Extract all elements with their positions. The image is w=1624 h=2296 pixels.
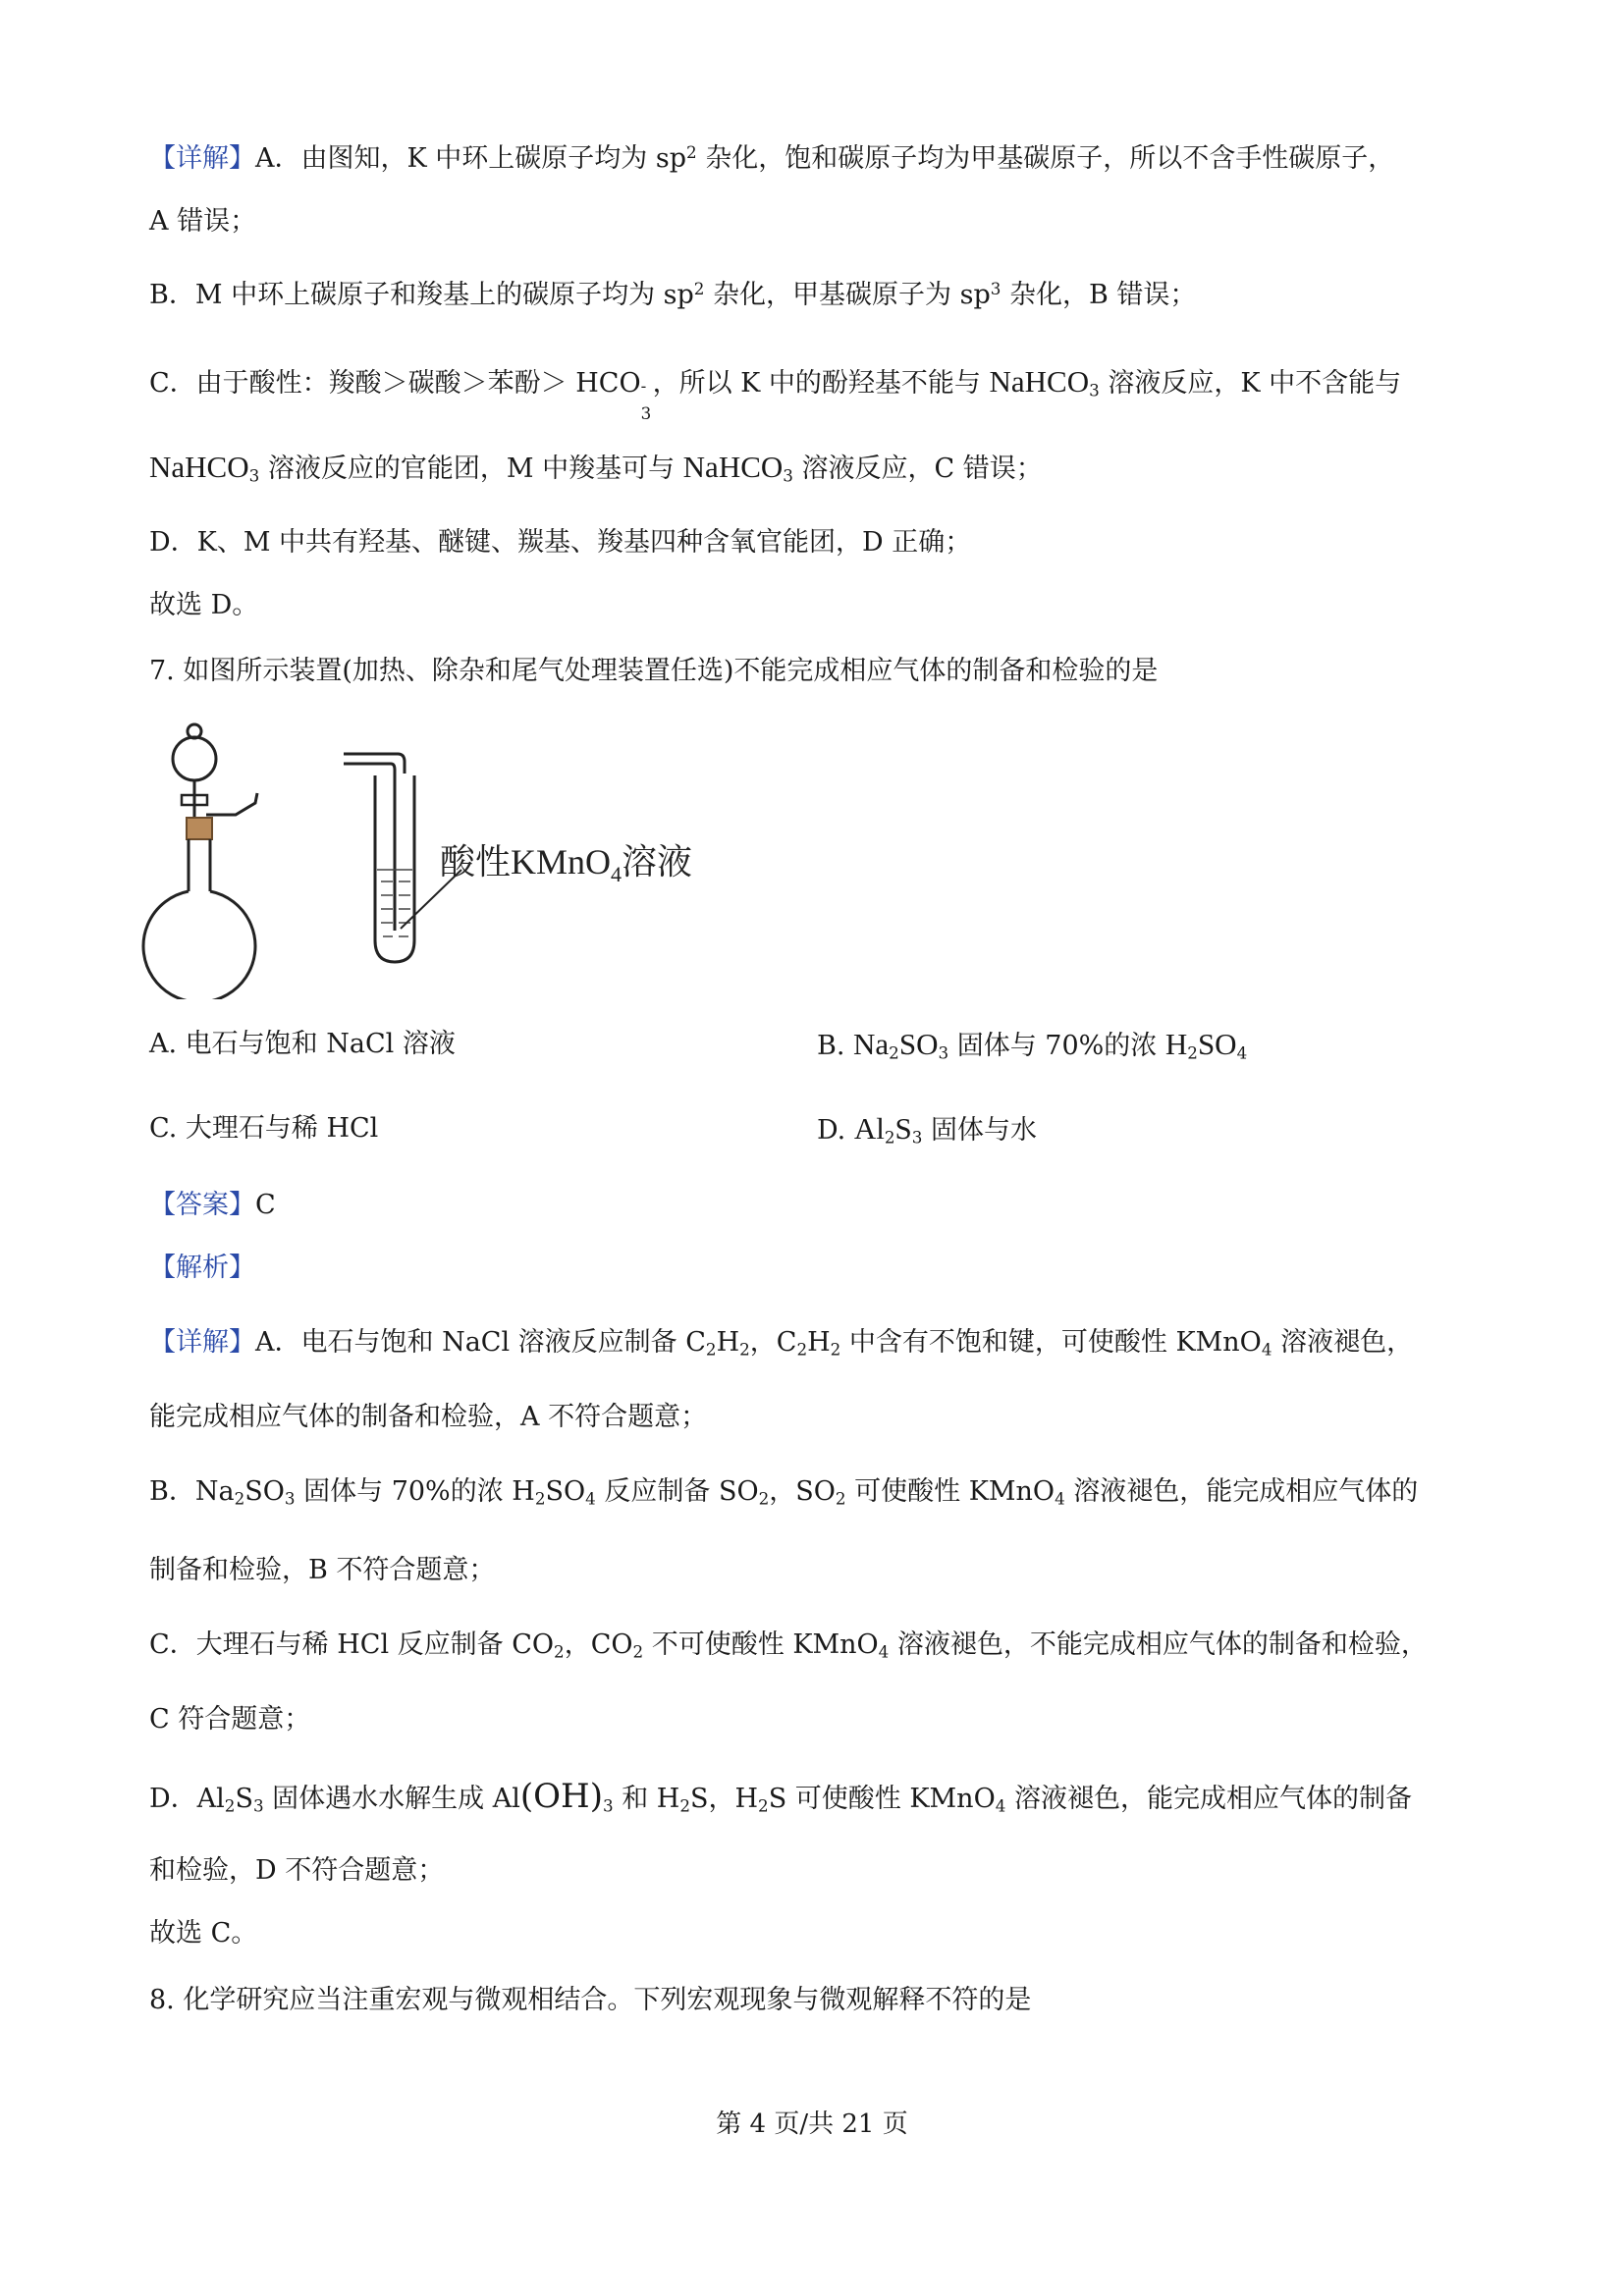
text: 固体与水 bbox=[922, 1115, 1038, 1146]
subscript: 2 bbox=[884, 1127, 895, 1148]
q6-detail-a-line2: A 错误； bbox=[149, 206, 257, 237]
subscript: 2 bbox=[224, 1795, 236, 1816]
detail-tag: 【详解】 bbox=[149, 143, 255, 174]
superscript: 2 bbox=[693, 278, 705, 298]
chem-formula: SO bbox=[1197, 1027, 1237, 1061]
subscript: 2 bbox=[705, 1339, 717, 1360]
q6-detail-c-line1: C．由于酸性：羧酸＞碳酸＞苯酚＞ HCO - 3 ，所以 K 中的酚羟基不能与 NaHCO$_3$ 溶液反应，K 中不含能与 bbox=[149, 364, 1402, 423]
text: ，SO bbox=[769, 1476, 836, 1507]
subscript: 3 bbox=[602, 1795, 614, 1816]
text: 和 H bbox=[613, 1784, 680, 1814]
subscript: 3 bbox=[248, 465, 260, 486]
q7-option-b bbox=[817, 1025, 1247, 1066]
q7-conclusion: 故选 C。 bbox=[149, 1918, 258, 1949]
subscript: 2 bbox=[796, 1339, 808, 1360]
superscript: 3 bbox=[990, 278, 1001, 298]
text: C．由于酸性：羧酸＞碳酸＞苯酚＞ HCO bbox=[149, 368, 641, 399]
subscript: 4 bbox=[585, 1488, 596, 1509]
funnel-bulb bbox=[173, 737, 216, 780]
figure-label: 酸性KMnO$_4$溶液 bbox=[440, 842, 693, 886]
page-footer: 第 4 页/共 21 页 bbox=[716, 2109, 908, 2139]
text: 反应制备 SO bbox=[595, 1476, 759, 1507]
superscript: 2 bbox=[685, 141, 697, 162]
rubber-stopper bbox=[187, 818, 212, 839]
subscript: 2 bbox=[758, 1488, 770, 1509]
subscript: 2 bbox=[679, 1795, 690, 1816]
text: A．电石与饱和 NaCl 溶液反应制备 C bbox=[255, 1327, 706, 1358]
chem-formula: NaHCO bbox=[682, 450, 784, 484]
text: SO bbox=[244, 1476, 285, 1507]
subscript: 2 bbox=[830, 1339, 841, 1360]
text: 固体与 70%的浓 H bbox=[295, 1476, 535, 1507]
analysis-tag: 【解析】 bbox=[149, 1253, 255, 1283]
apparatus-figure bbox=[137, 705, 746, 999]
text: 不可使酸性 KMnO bbox=[643, 1629, 879, 1660]
text: SO bbox=[545, 1476, 586, 1507]
chem-formula: Na bbox=[853, 1027, 890, 1061]
subscript: 2 bbox=[758, 1795, 769, 1816]
chem-formula: S bbox=[894, 1111, 912, 1146]
text: 溶液褪色，能完成相应气体的 bbox=[1064, 1476, 1419, 1507]
text: ，所以 K 中的酚羟基不能与 bbox=[652, 368, 990, 399]
q6-detail-d-line: D．K、M 中共有羟基、醚键、羰基、羧基四种含氧官能团，D 正确； bbox=[149, 527, 972, 558]
text: S 可使酸性 KMnO bbox=[768, 1784, 996, 1814]
subscript: 4 bbox=[995, 1795, 1006, 1816]
delivery-tube-inner bbox=[344, 764, 395, 931]
side-tube bbox=[206, 793, 257, 815]
q7-option-c: C. 大理石与稀 HCl bbox=[149, 1113, 379, 1144]
text: 溶液褪色， bbox=[1272, 1327, 1414, 1358]
text: 杂化，甲基碳原子为 sp bbox=[704, 280, 991, 310]
text: B．Na bbox=[149, 1476, 235, 1507]
text: A．由图知，K 中环上碳原子均为 sp bbox=[255, 143, 686, 174]
q7-detail-c-line2: C 符合题意； bbox=[149, 1704, 311, 1735]
text: 可使酸性 KMnO bbox=[845, 1476, 1056, 1507]
answer-tag: 【答案】 bbox=[149, 1190, 255, 1220]
q7-detail-d-line1 bbox=[149, 1777, 1485, 1819]
text: B. bbox=[817, 1031, 854, 1061]
q6-detail-a-line1 bbox=[149, 139, 1485, 179]
subscript: 2 bbox=[234, 1488, 245, 1509]
q6-detail-b-line bbox=[149, 276, 1485, 315]
q7-detail-a-line2: 能完成相应气体的制备和检验，A 不符合题意； bbox=[149, 1402, 708, 1432]
text: B．M 中环上碳原子和羧基上的碳原子均为 sp bbox=[149, 280, 694, 310]
subscript: 2 bbox=[739, 1339, 750, 1360]
subscript: 2 bbox=[889, 1042, 899, 1063]
text: 溶液褪色，能完成相应气体的制备 bbox=[1005, 1784, 1412, 1814]
text: 中含有不饱和键，可使酸性 KMnO bbox=[840, 1327, 1262, 1358]
subscript: 3 bbox=[911, 1127, 923, 1148]
text: (OH) bbox=[519, 1777, 603, 1816]
text: 杂化，B 错误； bbox=[1001, 280, 1197, 310]
q7-detail-c-line1 bbox=[149, 1626, 1485, 1665]
text: ，CO bbox=[564, 1629, 633, 1660]
text: D. bbox=[817, 1115, 854, 1146]
subscript: 2 bbox=[554, 1641, 565, 1662]
text: 杂化，饱和碳原子均为甲基碳原子，所以不含手性碳原子， bbox=[696, 143, 1395, 174]
text: 溶液反应，K 中不含能与 bbox=[1099, 368, 1402, 399]
subscript: 4 bbox=[1236, 1042, 1248, 1063]
text: 固体遇水水解生成 Al bbox=[263, 1784, 520, 1814]
text: H bbox=[716, 1327, 740, 1358]
chem-formula: NaHCO bbox=[149, 450, 249, 484]
subscript: 2 bbox=[632, 1641, 644, 1662]
subscript: 3 bbox=[252, 1795, 264, 1816]
text: 溶液反应的官能团，M 中羧基可与 bbox=[259, 454, 683, 484]
detail-tag: 【详解】 bbox=[149, 1327, 255, 1358]
chem-formula: H bbox=[1164, 1027, 1188, 1061]
q7-analysis-tag bbox=[149, 1249, 1485, 1288]
text: 固体与 70%的浓 bbox=[948, 1031, 1165, 1061]
text: D．Al bbox=[149, 1784, 225, 1814]
text: 溶液褪色，不能完成相应气体的制备和检验， bbox=[889, 1629, 1428, 1660]
subscript: 3 bbox=[783, 465, 793, 486]
subscript: 4 bbox=[878, 1641, 890, 1662]
text: S bbox=[235, 1784, 253, 1814]
q8-stem: 8. 化学研究应当注重宏观与微观相结合。下列宏观现象与微观解释不符的是 bbox=[149, 1985, 1032, 2015]
text: S，H bbox=[690, 1784, 759, 1814]
subscript: 2 bbox=[835, 1488, 846, 1509]
q6-conclusion: 故选 D。 bbox=[149, 590, 259, 620]
q7-detail-a-line1 bbox=[149, 1323, 1485, 1362]
subscript: 4 bbox=[1055, 1488, 1065, 1509]
answer-value: C bbox=[255, 1190, 276, 1220]
q6-detail-c-line2 bbox=[149, 448, 1485, 489]
q7-option-a: A. 电石与饱和 NaCl 溶液 bbox=[149, 1029, 456, 1059]
q7-stem: 7. 如图所示装置(加热、除杂和尾气处理装置任选)不能完成相应气体的制备和检验的是 bbox=[149, 656, 1159, 686]
chem-formula: NaHCO bbox=[989, 364, 1090, 399]
q7-option-d bbox=[817, 1109, 1037, 1150]
q7-detail-b-line2: 制备和检验，B 不符合题意； bbox=[149, 1555, 496, 1585]
text: H bbox=[807, 1327, 831, 1358]
round-bottom-flask bbox=[143, 891, 255, 999]
chem-formula: Al bbox=[853, 1111, 885, 1146]
subscript: 2 bbox=[1187, 1042, 1198, 1063]
subscript: 4 bbox=[1261, 1339, 1272, 1360]
q7-detail-d-line2: 和检验，D 不符合题意； bbox=[149, 1855, 445, 1886]
q7-answer bbox=[149, 1186, 1485, 1225]
text: C．大理石与稀 HCl 反应制备 CO bbox=[149, 1629, 555, 1660]
q7-detail-b-line1 bbox=[149, 1472, 1485, 1512]
text: 溶液反应，C 错误； bbox=[792, 454, 1043, 484]
text: ，C bbox=[749, 1327, 797, 1358]
subscript: 3 bbox=[1089, 380, 1100, 400]
apparatus-diagram bbox=[137, 705, 746, 999]
subscript: 3 bbox=[284, 1488, 296, 1509]
subscript: 3 bbox=[938, 1042, 949, 1063]
subscript: 2 bbox=[534, 1488, 546, 1509]
chem-formula: SO bbox=[898, 1027, 939, 1061]
